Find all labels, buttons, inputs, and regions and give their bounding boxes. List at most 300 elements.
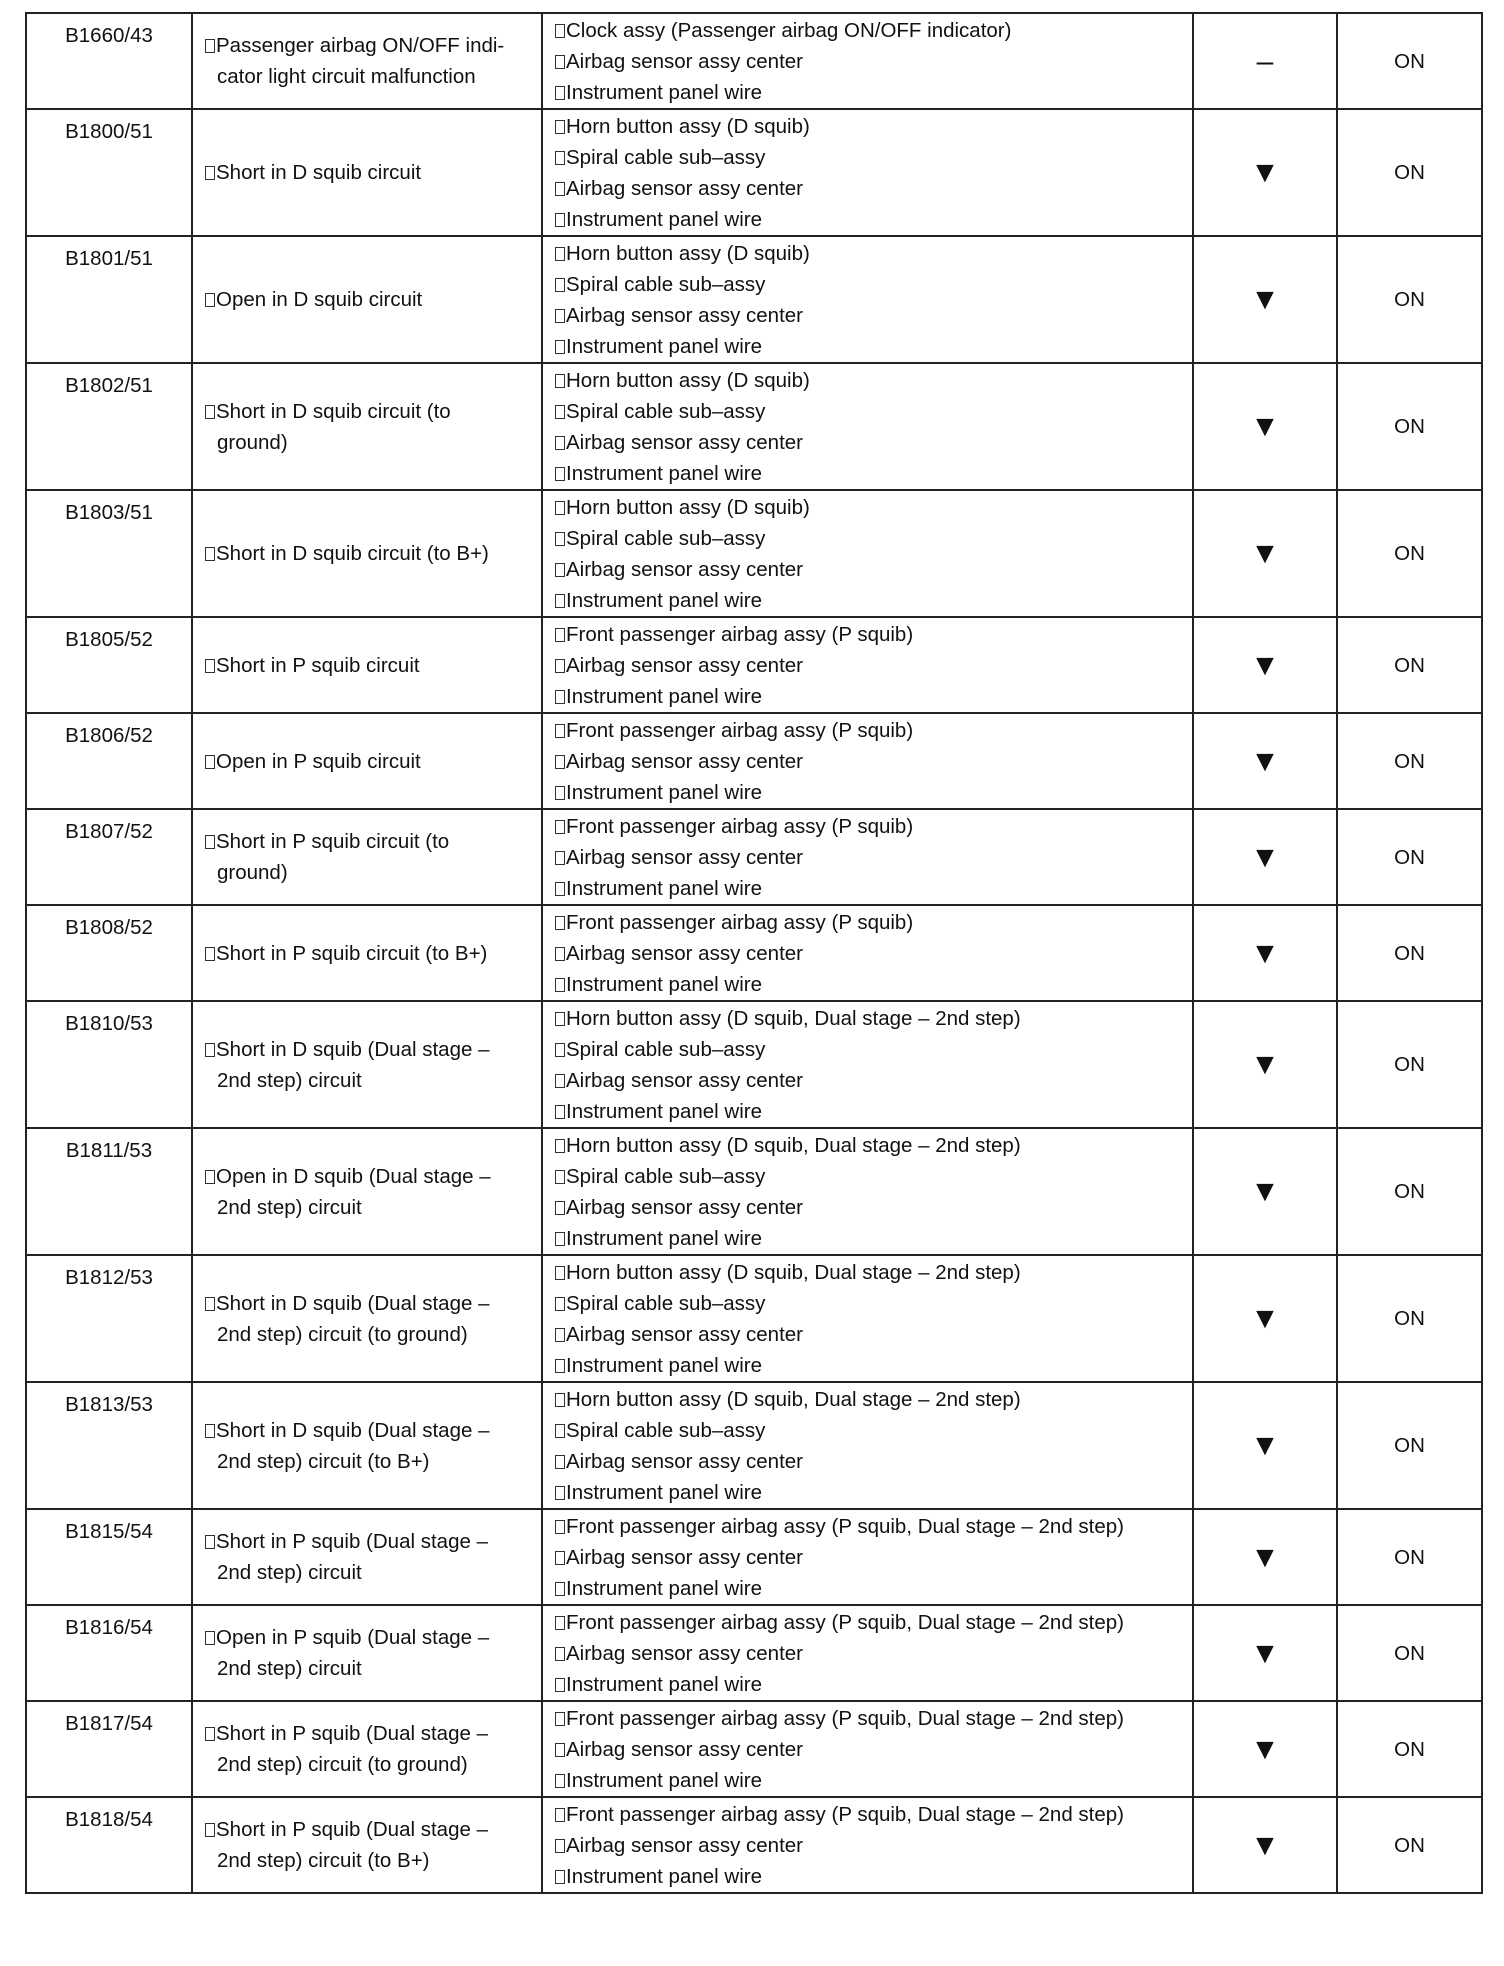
trouble-area <box>542 363 1193 490</box>
trouble-area-text: Front passenger airbag assy (P squib, Dual stage – 2nd step) <box>566 1707 1124 1730</box>
detection-line <box>205 157 535 188</box>
checkbox-square-icon <box>555 501 565 515</box>
trouble-area-item <box>555 111 1192 142</box>
trouble-area <box>542 1701 1193 1797</box>
trouble-area-item <box>555 1161 1192 1192</box>
trouble-area-text: Airbag sensor assy center <box>566 1546 804 1569</box>
checkbox-square-icon <box>555 1074 565 1088</box>
warning-light-status: ON <box>1337 809 1482 905</box>
detection-text: 2nd step) circuit <box>217 1561 362 1584</box>
detection-text: Short in D squib (Dual stage – <box>216 1418 490 1442</box>
trouble-area-text: Spiral cable sub–assy <box>566 527 766 550</box>
detection-text: ground) <box>217 861 288 884</box>
trouble-area-item <box>555 1542 1192 1573</box>
trouble-area <box>542 1509 1193 1605</box>
trouble-area-text: Horn button assy (D squib, Dual stage – 2nd step) <box>566 1007 1021 1030</box>
table-row <box>26 363 1482 490</box>
warning-light-status: ON <box>1337 1128 1482 1255</box>
trouble-area <box>542 1001 1193 1128</box>
table-row <box>26 1605 1482 1701</box>
table-row <box>26 713 1482 809</box>
checkbox-square-icon <box>555 278 565 292</box>
trouble-area-text: Horn button assy (D squib, Dual stage – 2nd step) <box>566 1261 1021 1284</box>
detection-line <box>205 1288 535 1319</box>
checkbox-square-icon <box>555 374 565 388</box>
trouble-area-text: Spiral cable sub–assy <box>566 1038 766 1061</box>
trouble-area-item <box>555 1350 1192 1381</box>
trouble-area-item <box>555 1861 1192 1892</box>
detection-line <box>205 30 535 61</box>
checkbox-square-icon <box>555 1774 565 1788</box>
dtc-code: B1816/54 <box>26 1605 192 1701</box>
checkbox-square-icon <box>205 1043 215 1057</box>
checkbox-square-icon <box>555 340 565 354</box>
dtc-code: B1818/54 <box>26 1797 192 1893</box>
trouble-area-item <box>555 715 1192 746</box>
detection-line <box>205 1034 535 1065</box>
trouble-area-text: Airbag sensor assy center <box>566 942 804 965</box>
checkbox-square-icon <box>555 467 565 481</box>
detection-item <box>192 1255 542 1382</box>
table-row <box>26 236 1482 363</box>
trouble-area <box>542 109 1193 236</box>
checkbox-square-icon <box>555 213 565 227</box>
trouble-area-item <box>555 1799 1192 1830</box>
detection-item <box>192 490 542 617</box>
checkbox-square-icon <box>555 563 565 577</box>
dtc-code: B1660/43 <box>26 13 192 109</box>
trouble-area-item <box>555 77 1192 108</box>
trouble-area-text: Instrument panel wire <box>566 1227 762 1250</box>
checkbox-square-icon <box>555 978 565 992</box>
checkbox-square-icon <box>555 724 565 738</box>
trouble-area-text: Airbag sensor assy center <box>566 846 804 869</box>
detection-line <box>205 1622 535 1653</box>
trouble-area-item <box>555 777 1192 808</box>
checkbox-square-icon <box>555 851 565 865</box>
trouble-area-item <box>555 331 1192 362</box>
detection-item <box>192 1797 542 1893</box>
trouble-area-text: Instrument panel wire <box>566 877 762 900</box>
checkbox-square-icon <box>555 247 565 261</box>
detection-line <box>205 1446 535 1477</box>
trouble-area-item <box>555 585 1192 616</box>
trouble-area-item <box>555 46 1192 77</box>
trouble-area-text: Instrument panel wire <box>566 1100 762 1123</box>
detection-text: Open in D squib (Dual stage – <box>216 1164 491 1188</box>
checkbox-square-icon <box>555 309 565 323</box>
down-triangle-icon: ▼ <box>1193 713 1337 809</box>
trouble-area-item <box>555 1003 1192 1034</box>
warning-light-status: ON <box>1337 13 1482 109</box>
trouble-area-text: Front passenger airbag assy (P squib, Dual stage – 2nd step) <box>566 1611 1124 1634</box>
checkbox-square-icon <box>555 659 565 673</box>
checkbox-square-icon <box>555 1486 565 1500</box>
detection-text: 2nd step) circuit (to B+) <box>217 1449 430 1473</box>
detection-text: Short in D squib circuit (to B+) <box>216 542 489 565</box>
detection-item <box>192 1128 542 1255</box>
trouble-area-item <box>555 300 1192 331</box>
trouble-area-text: Airbag sensor assy center <box>566 1642 804 1665</box>
detection-item <box>192 236 542 363</box>
checkbox-square-icon <box>205 835 215 849</box>
checkbox-square-icon <box>555 1105 565 1119</box>
detection-text: Short in P squib circuit (to B+) <box>216 941 488 965</box>
warning-light-status: ON <box>1337 236 1482 363</box>
down-triangle-icon: ▼ <box>1193 363 1337 490</box>
trouble-area <box>542 713 1193 809</box>
trouble-area-text: Airbag sensor assy center <box>566 1196 804 1219</box>
trouble-area-text: Horn button assy (D squib) <box>566 369 810 392</box>
trouble-area-item <box>555 681 1192 712</box>
trouble-area-text: Airbag sensor assy center <box>566 654 804 677</box>
trouble-area-text: Horn button assy (D squib) <box>566 496 810 519</box>
trouble-area-item <box>555 907 1192 938</box>
detection-text: Passenger airbag ON/OFF indi- <box>216 34 505 57</box>
dtc-code: B1808/52 <box>26 905 192 1001</box>
detection-text: 2nd step) circuit (to ground) <box>217 1322 468 1346</box>
warning-light-status: ON <box>1337 490 1482 617</box>
trouble-area-item <box>555 1446 1192 1477</box>
detection-item <box>192 713 542 809</box>
down-triangle-icon: ▼ <box>1193 905 1337 1001</box>
table-row <box>26 1001 1482 1128</box>
trouble-area-item <box>555 1669 1192 1700</box>
checkbox-square-icon <box>205 405 215 419</box>
checkbox-square-icon <box>555 1297 565 1311</box>
detection-text: Short in P squib (Dual stage – <box>216 1530 488 1553</box>
down-triangle-icon: ▼ <box>1193 1701 1337 1797</box>
table-row <box>26 809 1482 905</box>
trouble-area <box>542 1797 1193 1893</box>
checkbox-square-icon <box>555 1551 565 1565</box>
dtc-code: B1812/53 <box>26 1255 192 1382</box>
down-triangle-icon: ▼ <box>1193 490 1337 617</box>
trouble-area-text: Instrument panel wire <box>566 1577 762 1600</box>
trouble-area-item <box>555 938 1192 969</box>
checkbox-square-icon <box>555 1712 565 1726</box>
detection-line <box>205 938 535 969</box>
dtc-code: B1815/54 <box>26 1509 192 1605</box>
detection-item <box>192 109 542 236</box>
checkbox-square-icon <box>205 947 215 961</box>
detection-item <box>192 1001 542 1128</box>
trouble-area <box>542 1605 1193 1701</box>
trouble-area-text: Airbag sensor assy center <box>566 431 804 454</box>
trouble-area-item <box>555 1703 1192 1734</box>
detection-text: Short in D squib circuit (to <box>216 399 451 423</box>
checkbox-square-icon <box>555 151 565 165</box>
checkbox-square-icon <box>555 1839 565 1853</box>
checkbox-square-icon <box>555 436 565 450</box>
warning-light-status: ON <box>1337 1382 1482 1509</box>
trouble-area-text: Spiral cable sub–assy <box>566 400 766 423</box>
checkbox-square-icon <box>555 1582 565 1596</box>
down-triangle-icon: ▼ <box>1193 809 1337 905</box>
trouble-area-text: Instrument panel wire <box>566 462 762 485</box>
checkbox-square-icon <box>555 820 565 834</box>
trouble-area-item <box>555 365 1192 396</box>
checkbox-square-icon <box>205 293 215 307</box>
trouble-area-item <box>555 1830 1192 1861</box>
trouble-area-text: Airbag sensor assy center <box>566 177 804 200</box>
trouble-area-item <box>555 1765 1192 1796</box>
trouble-area-item <box>555 811 1192 842</box>
trouble-area-text: Spiral cable sub–assy <box>566 146 766 169</box>
trouble-area-item <box>555 238 1192 269</box>
trouble-area-item <box>555 173 1192 204</box>
down-triangle-icon: ▼ <box>1193 617 1337 713</box>
detection-text: 2nd step) circuit <box>217 1195 362 1219</box>
down-triangle-icon: ▼ <box>1193 1001 1337 1128</box>
trouble-area-item <box>555 1415 1192 1446</box>
trouble-area-item <box>555 1065 1192 1096</box>
checkbox-square-icon <box>205 1631 215 1645</box>
trouble-area-item <box>555 1511 1192 1542</box>
trouble-area <box>542 13 1193 109</box>
trouble-area-text: Spiral cable sub–assy <box>566 1292 766 1315</box>
trouble-area-item <box>555 746 1192 777</box>
detection-line <box>205 427 535 458</box>
table-row <box>26 109 1482 236</box>
trouble-area-text: Airbag sensor assy center <box>566 750 804 773</box>
detection-line <box>205 1814 535 1845</box>
checkbox-square-icon <box>555 1043 565 1057</box>
trouble-area-text: Instrument panel wire <box>566 1769 762 1792</box>
trouble-area-item <box>555 1319 1192 1350</box>
dtc-code: B1813/53 <box>26 1382 192 1509</box>
detection-line <box>205 1415 535 1446</box>
trouble-area-item <box>555 1257 1192 1288</box>
detection-line <box>205 1319 535 1350</box>
trouble-area-text: Airbag sensor assy center <box>566 1450 804 1473</box>
dtc-table-page <box>25 12 1481 1894</box>
trouble-area-text: Instrument panel wire <box>566 81 762 104</box>
trouble-area-text: Spiral cable sub–assy <box>566 1165 766 1188</box>
warning-light-status: ON <box>1337 713 1482 809</box>
checkbox-square-icon <box>555 1170 565 1184</box>
detection-line <box>205 1749 535 1780</box>
trouble-area-text: Airbag sensor assy center <box>566 50 804 73</box>
detection-line <box>205 1718 535 1749</box>
trouble-area-item <box>555 1034 1192 1065</box>
checkbox-square-icon <box>205 659 215 673</box>
checkbox-square-icon <box>555 1328 565 1342</box>
checkbox-square-icon <box>555 1359 565 1373</box>
dtc-code: B1807/52 <box>26 809 192 905</box>
down-triangle-icon: ▼ <box>1193 1605 1337 1701</box>
trouble-area-item <box>555 1384 1192 1415</box>
checkbox-square-icon <box>555 1424 565 1438</box>
detection-item <box>192 363 542 490</box>
detection-text: ground) <box>217 430 288 454</box>
checkbox-square-icon <box>555 1201 565 1215</box>
trouble-area-item <box>555 650 1192 681</box>
warning-light-status: ON <box>1337 1001 1482 1128</box>
trouble-area-text: Instrument panel wire <box>566 589 762 612</box>
checkbox-square-icon <box>555 1012 565 1026</box>
checkbox-square-icon <box>555 1139 565 1153</box>
trouble-area <box>542 809 1193 905</box>
trouble-area-text: Instrument panel wire <box>566 335 762 358</box>
detection-item <box>192 905 542 1001</box>
warning-light-status: ON <box>1337 1605 1482 1701</box>
table-row <box>26 1701 1482 1797</box>
trouble-area-text: Spiral cable sub–assy <box>566 273 766 296</box>
checkbox-square-icon <box>555 1520 565 1534</box>
checkbox-square-icon <box>205 1424 215 1438</box>
checkbox-square-icon <box>555 1266 565 1280</box>
trouble-area-item <box>555 1192 1192 1223</box>
detection-item <box>192 809 542 905</box>
checkbox-square-icon <box>555 405 565 419</box>
trouble-area-item <box>555 492 1192 523</box>
dtc-code: B1805/52 <box>26 617 192 713</box>
trouble-area-text: Front passenger airbag assy (P squib) <box>566 815 914 838</box>
trouble-area-item <box>555 554 1192 585</box>
checkbox-square-icon <box>555 755 565 769</box>
detection-line <box>205 284 535 315</box>
detection-item <box>192 1605 542 1701</box>
detection-text: Open in P squib circuit <box>216 749 421 773</box>
detection-text: Short in P squib (Dual stage – <box>216 1722 488 1745</box>
warning-light-status: ON <box>1337 1255 1482 1382</box>
warning-light-status: ON <box>1337 1509 1482 1605</box>
trouble-area-item <box>555 1734 1192 1765</box>
down-triangle-icon: ▼ <box>1193 1797 1337 1893</box>
trouble-area-item <box>555 1223 1192 1254</box>
trouble-area-text: Instrument panel wire <box>566 1481 762 1504</box>
checkbox-square-icon <box>205 39 215 53</box>
checkbox-square-icon <box>555 690 565 704</box>
detection-text: Short in P squib (Dual stage – <box>216 1818 488 1841</box>
down-triangle-icon: ▼ <box>1193 1255 1337 1382</box>
detection-item <box>192 13 542 109</box>
warning-light-status: ON <box>1337 617 1482 713</box>
trouble-area-item <box>555 15 1192 46</box>
table-row <box>26 617 1482 713</box>
trouble-area-item <box>555 396 1192 427</box>
detection-line <box>205 857 535 888</box>
trouble-area-text: Spiral cable sub–assy <box>566 1419 766 1442</box>
detection-line <box>205 1557 535 1588</box>
dtc-code: B1802/51 <box>26 363 192 490</box>
table-row <box>26 1255 1482 1382</box>
checkbox-square-icon <box>205 1535 215 1549</box>
trouble-area-item <box>555 619 1192 650</box>
dtc-table-body <box>26 13 1482 1893</box>
detection-text: Short in D squib circuit <box>216 161 422 184</box>
checkbox-square-icon <box>555 120 565 134</box>
detection-line <box>205 826 535 857</box>
detection-item <box>192 1382 542 1509</box>
warning-light-status: ON <box>1337 1797 1482 1893</box>
table-row <box>26 1509 1482 1605</box>
detection-line <box>205 1845 535 1876</box>
trouble-area-item <box>555 1130 1192 1161</box>
trouble-area-item <box>555 969 1192 1000</box>
table-row <box>26 1797 1482 1893</box>
dtc-code: B1811/53 <box>26 1128 192 1255</box>
detection-text: cator light circuit malfunction <box>217 65 476 88</box>
checkbox-square-icon <box>555 532 565 546</box>
checkbox-square-icon <box>205 1170 215 1184</box>
dash-mark: – <box>1193 13 1337 109</box>
detection-text: Short in D squib (Dual stage – <box>216 1037 490 1061</box>
trouble-area-text: Instrument panel wire <box>566 1354 762 1377</box>
trouble-area-text: Instrument panel wire <box>566 1865 762 1888</box>
trouble-area-text: Airbag sensor assy center <box>566 1738 804 1761</box>
trouble-area-item <box>555 523 1192 554</box>
checkbox-square-icon <box>555 594 565 608</box>
detection-text: Open in D squib circuit <box>216 288 423 311</box>
trouble-area-text: Front passenger airbag assy (P squib, Dual stage – 2nd step) <box>566 1803 1124 1826</box>
checkbox-square-icon <box>555 24 565 38</box>
checkbox-square-icon <box>555 786 565 800</box>
table-row <box>26 1128 1482 1255</box>
trouble-area-text: Instrument panel wire <box>566 685 762 708</box>
checkbox-square-icon <box>555 916 565 930</box>
checkbox-square-icon <box>555 1455 565 1469</box>
trouble-area <box>542 617 1193 713</box>
table-row <box>26 905 1482 1001</box>
trouble-area-text: Horn button assy (D squib) <box>566 242 810 265</box>
checkbox-square-icon <box>555 86 565 100</box>
detection-line <box>205 1192 535 1223</box>
trouble-area <box>542 1382 1193 1509</box>
checkbox-square-icon <box>555 947 565 961</box>
trouble-area-text: Clock assy (Passenger airbag ON/OFF indicator) <box>566 19 1012 42</box>
trouble-area-text: Front passenger airbag assy (P squib) <box>566 911 914 934</box>
detection-line <box>205 538 535 569</box>
trouble-area-text: Instrument panel wire <box>566 208 762 231</box>
checkbox-square-icon <box>205 1823 215 1837</box>
checkbox-square-icon <box>205 1727 215 1741</box>
table-row <box>26 490 1482 617</box>
checkbox-square-icon <box>555 1393 565 1407</box>
trouble-area-item <box>555 1096 1192 1127</box>
detection-text: 2nd step) circuit <box>217 1068 362 1092</box>
checkbox-square-icon <box>555 55 565 69</box>
trouble-area-text: Front passenger airbag assy (P squib) <box>566 623 914 646</box>
trouble-area <box>542 905 1193 1001</box>
trouble-area <box>542 490 1193 617</box>
dtc-code: B1810/53 <box>26 1001 192 1128</box>
detection-text: Short in D squib (Dual stage – <box>216 1291 490 1315</box>
checkbox-square-icon <box>555 1232 565 1246</box>
trouble-area-item <box>555 204 1192 235</box>
checkbox-square-icon <box>555 1870 565 1884</box>
trouble-area-text: Horn button assy (D squib, Dual stage – 2nd step) <box>566 1134 1021 1157</box>
trouble-area-item <box>555 142 1192 173</box>
detection-text: 2nd step) circuit (to ground) <box>217 1753 468 1776</box>
checkbox-square-icon <box>205 755 215 769</box>
trouble-area <box>542 1128 1193 1255</box>
detection-line <box>205 61 535 92</box>
detection-text: Short in P squib circuit <box>216 653 420 677</box>
detection-text: 2nd step) circuit <box>217 1657 362 1680</box>
detection-line <box>205 1161 535 1192</box>
trouble-area-text: Instrument panel wire <box>566 973 762 996</box>
table-row <box>26 13 1482 109</box>
dtc-code: B1817/54 <box>26 1701 192 1797</box>
trouble-area <box>542 1255 1193 1382</box>
trouble-area-text: Airbag sensor assy center <box>566 1834 804 1857</box>
dtc-table <box>25 12 1483 1894</box>
down-triangle-icon: ▼ <box>1193 1128 1337 1255</box>
warning-light-status: ON <box>1337 363 1482 490</box>
trouble-area-text: Airbag sensor assy center <box>566 1323 804 1346</box>
